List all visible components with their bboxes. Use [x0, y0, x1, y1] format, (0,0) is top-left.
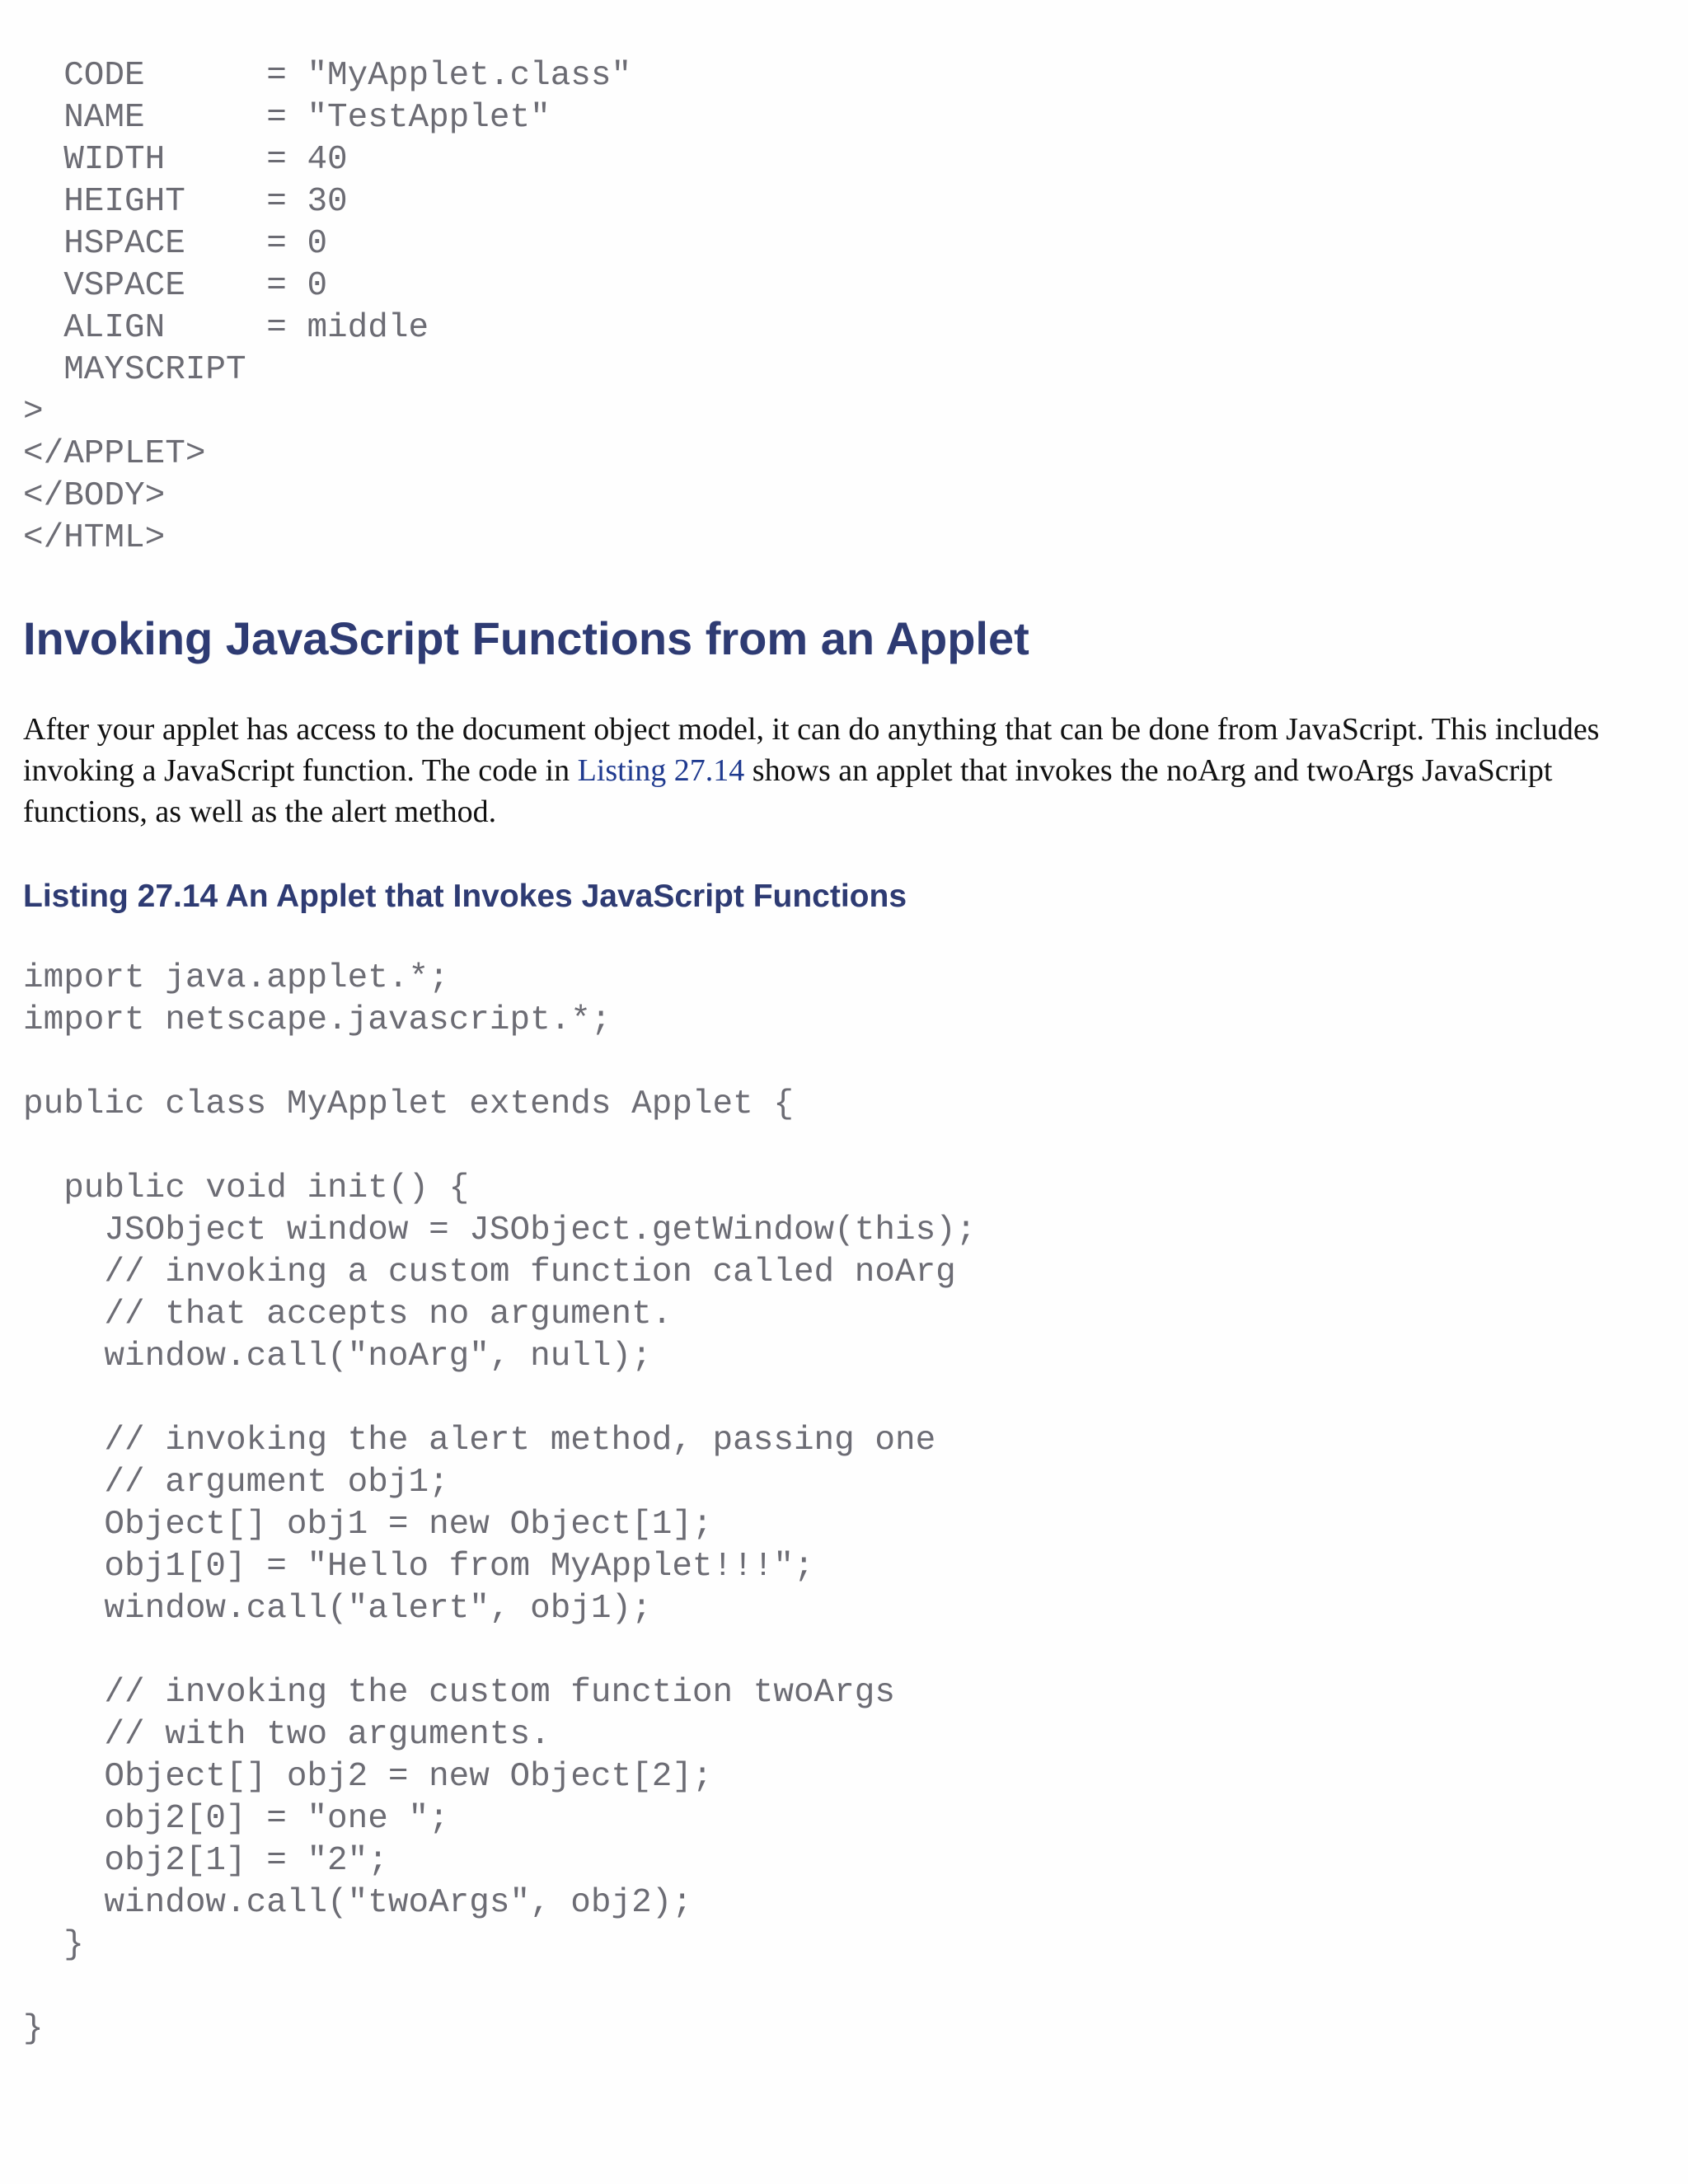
code-line: // with two arguments. [23, 1716, 551, 1754]
body-paragraph [23, 709, 1663, 832]
code-line: ALIGN = middle [23, 309, 429, 347]
code-line: WIDTH = 40 [23, 141, 348, 179]
code-line: // invoking the custom function twoArgs [23, 1674, 895, 1712]
applet-tag-code-block [23, 55, 631, 560]
code-line: window.call("twoArgs", obj2); [23, 1884, 692, 1922]
code-line: CODE = "MyApplet.class" [23, 57, 632, 95]
code-line [23, 1378, 976, 1420]
code-line: import java.applet.*; [23, 959, 449, 997]
code-line: import netscape.javascript.*; [23, 1001, 612, 1039]
code-line: </BODY> [23, 477, 166, 515]
listing-link[interactable]: Listing 27.14 [577, 753, 745, 788]
code-line: window.call("noArg", null); [23, 1338, 652, 1376]
code-line: } [23, 2010, 44, 2048]
code-line: MAYSCRIPT [23, 351, 246, 389]
listing-code-block [23, 958, 976, 2050]
code-line: // invoking the alert method, passing one [23, 1422, 936, 1460]
code-line: </HTML> [23, 519, 166, 557]
code-line: window.call("alert", obj1); [23, 1590, 652, 1628]
code-line: VSPACE = 0 [23, 267, 328, 305]
code-line: HEIGHT = 30 [23, 183, 348, 221]
code-line: Object[] obj2 = new Object[2]; [23, 1758, 713, 1796]
code-line: public class MyApplet extends Applet { [23, 1085, 794, 1123]
listing-caption: Listing 27.14 An Applet that Invokes JavaScript Functions [23, 879, 907, 914]
code-line: > [23, 393, 44, 431]
code-line [23, 1630, 976, 1672]
code-line: // argument obj1; [23, 1464, 449, 1502]
code-line: } [23, 1926, 84, 1964]
code-line: JSObject window = JSObject.getWindow(this); [23, 1212, 977, 1249]
code-line [23, 1042, 976, 1084]
section-heading: Invoking JavaScript Functions from an Applet [23, 612, 1029, 664]
code-line: Object[] obj1 = new Object[1]; [23, 1506, 713, 1544]
code-line [23, 1126, 976, 1168]
code-line: HSPACE = 0 [23, 225, 328, 263]
code-line: // that accepts no argument. [23, 1296, 673, 1333]
code-line: obj1[0] = "Hello from MyApplet!!!"; [23, 1548, 814, 1586]
code-line: public void init() { [23, 1169, 470, 1207]
paragraph-text-after-link: shows an applet that invokes the noArg and twoArgs JavaScript functions, as well as the alert method. [23, 753, 1553, 829]
code-line [23, 1966, 976, 2008]
paragraph-text-before-link: After your applet has access to the document object model, it can do anything that can be done from JavaScript. This includes invoking a JavaScript function. The code in [23, 712, 1600, 788]
code-line: NAME = "TestApplet" [23, 99, 551, 137]
code-line: obj2[1] = "2"; [23, 1842, 388, 1880]
code-line: // invoking a custom function called noArg [23, 1254, 956, 1291]
code-line: obj2[0] = "one "; [23, 1800, 449, 1838]
code-line: </APPLET> [23, 435, 206, 473]
